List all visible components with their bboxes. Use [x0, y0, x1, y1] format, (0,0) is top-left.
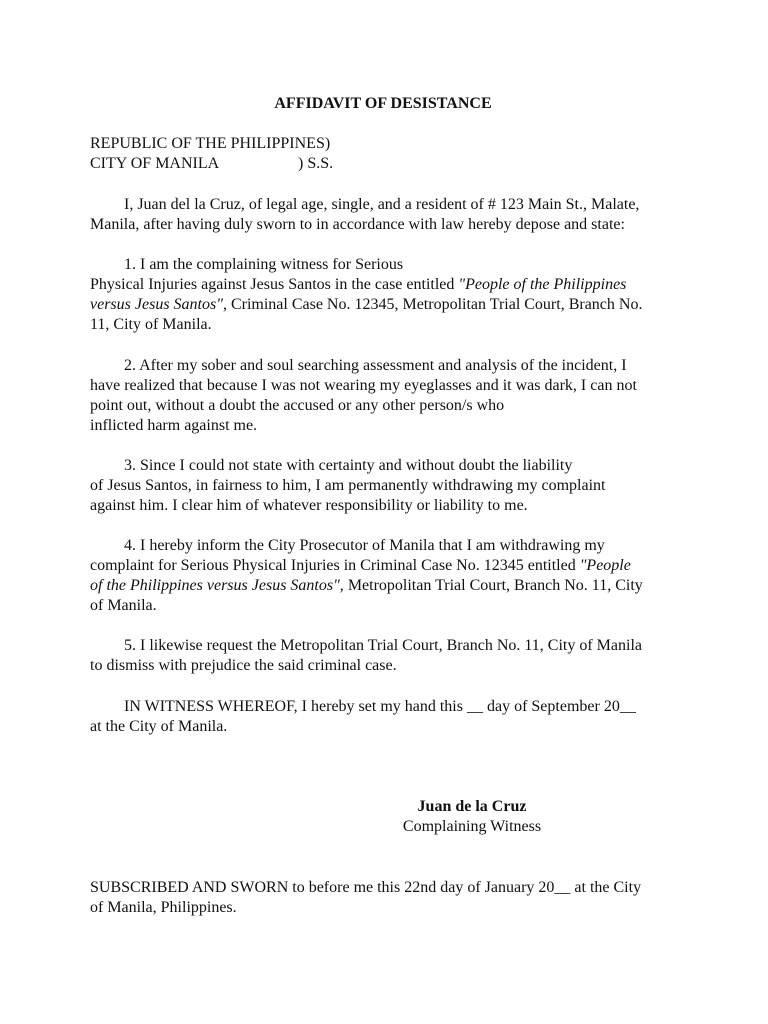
venue-republic: REPUBLIC OF THE PHILIPPINES): [90, 135, 331, 152]
para3-line-2: of Jesus Santos, in fairness to him, I am permanently withdrawing my complaint: [90, 477, 606, 494]
case-title-italic: of the Philippines versus Jesus Santos",: [90, 577, 344, 594]
para1-line-1: 1. I am the complaining witness for Serious: [124, 256, 404, 273]
para3-line-3: against him. I clear him of whatever responsibility or liability to me.: [90, 497, 528, 514]
venue-city: CITY OF MANILA: [90, 155, 220, 172]
para4-line-1: 4. I hereby inform the City Prosecutor of Manila that I am withdrawing my: [124, 537, 605, 554]
para1-line-4: 11, City of Manila.: [90, 316, 212, 333]
para2-line-3: point out, without a doubt the accused or any other person/s who: [90, 397, 505, 414]
para2-line-1: 2. After my sober and soul searching assessment and analysis of the incident, I: [124, 357, 627, 374]
para2-line-4: inflicted harm against me.: [90, 417, 258, 434]
para4-line-3: [90, 576, 643, 596]
jurat-line-1: SUBSCRIBED AND SWORN to before me this 22nd day of January 20__ at the City: [90, 879, 642, 896]
para3-line-1: 3. Since I could not state with certainty and without doubt the liability: [124, 457, 573, 474]
para1-text: Physical Injuries against Jesus Santos in the case entitled: [90, 276, 459, 293]
signatory-role: Complaining Witness: [402, 818, 542, 835]
signatory-name: Juan de la Cruz: [417, 798, 527, 815]
case-title-italic: "People: [579, 557, 631, 574]
para4-line-4: of Manila.: [90, 597, 157, 614]
intro-line-1: I, Juan del la Cruz, of legal age, single, and a resident of # 123 Main St., Malate,: [124, 196, 640, 213]
para5-line-2: to dismiss with prejudice the said criminal case.: [90, 657, 397, 674]
para4-text: Metropolitan Trial Court, Branch No. 11, City: [343, 577, 643, 594]
jurat-line-2: of Manila, Philippines.: [90, 899, 237, 916]
para5-line-1: 5. I likewise request the Metropolitan Trial Court, Branch No. 11, City of Manila: [124, 637, 642, 654]
case-title-italic: "People of the Philippines: [458, 276, 627, 293]
witness-line-1: IN WITNESS WHEREOF, I hereby set my hand this __ day of September 20__: [124, 698, 636, 715]
intro-line-2: Manila, after having duly sworn to in accordance with law hereby depose and state:: [90, 216, 625, 233]
case-title-italic: versus Jesus Santos": [90, 296, 223, 313]
para1-text: , Criminal Case No. 12345, Metropolitan Trial Court, Branch No.: [222, 296, 643, 313]
para4-text: complaint for Serious Physical Injuries in Criminal Case No. 12345 entitled: [90, 557, 580, 574]
para4-line-2: [90, 556, 631, 576]
document-title: AFFIDAVIT OF DESISTANCE: [274, 95, 492, 112]
para1-line-3: [90, 295, 642, 315]
witness-line-2: at the City of Manila.: [90, 718, 228, 735]
para2-line-2: have realized that because I was not wearing my eyeglasses and it was dark, I can not: [90, 377, 637, 394]
venue-ss: ) S.S.: [298, 155, 334, 172]
para1-line-2: [90, 275, 626, 295]
